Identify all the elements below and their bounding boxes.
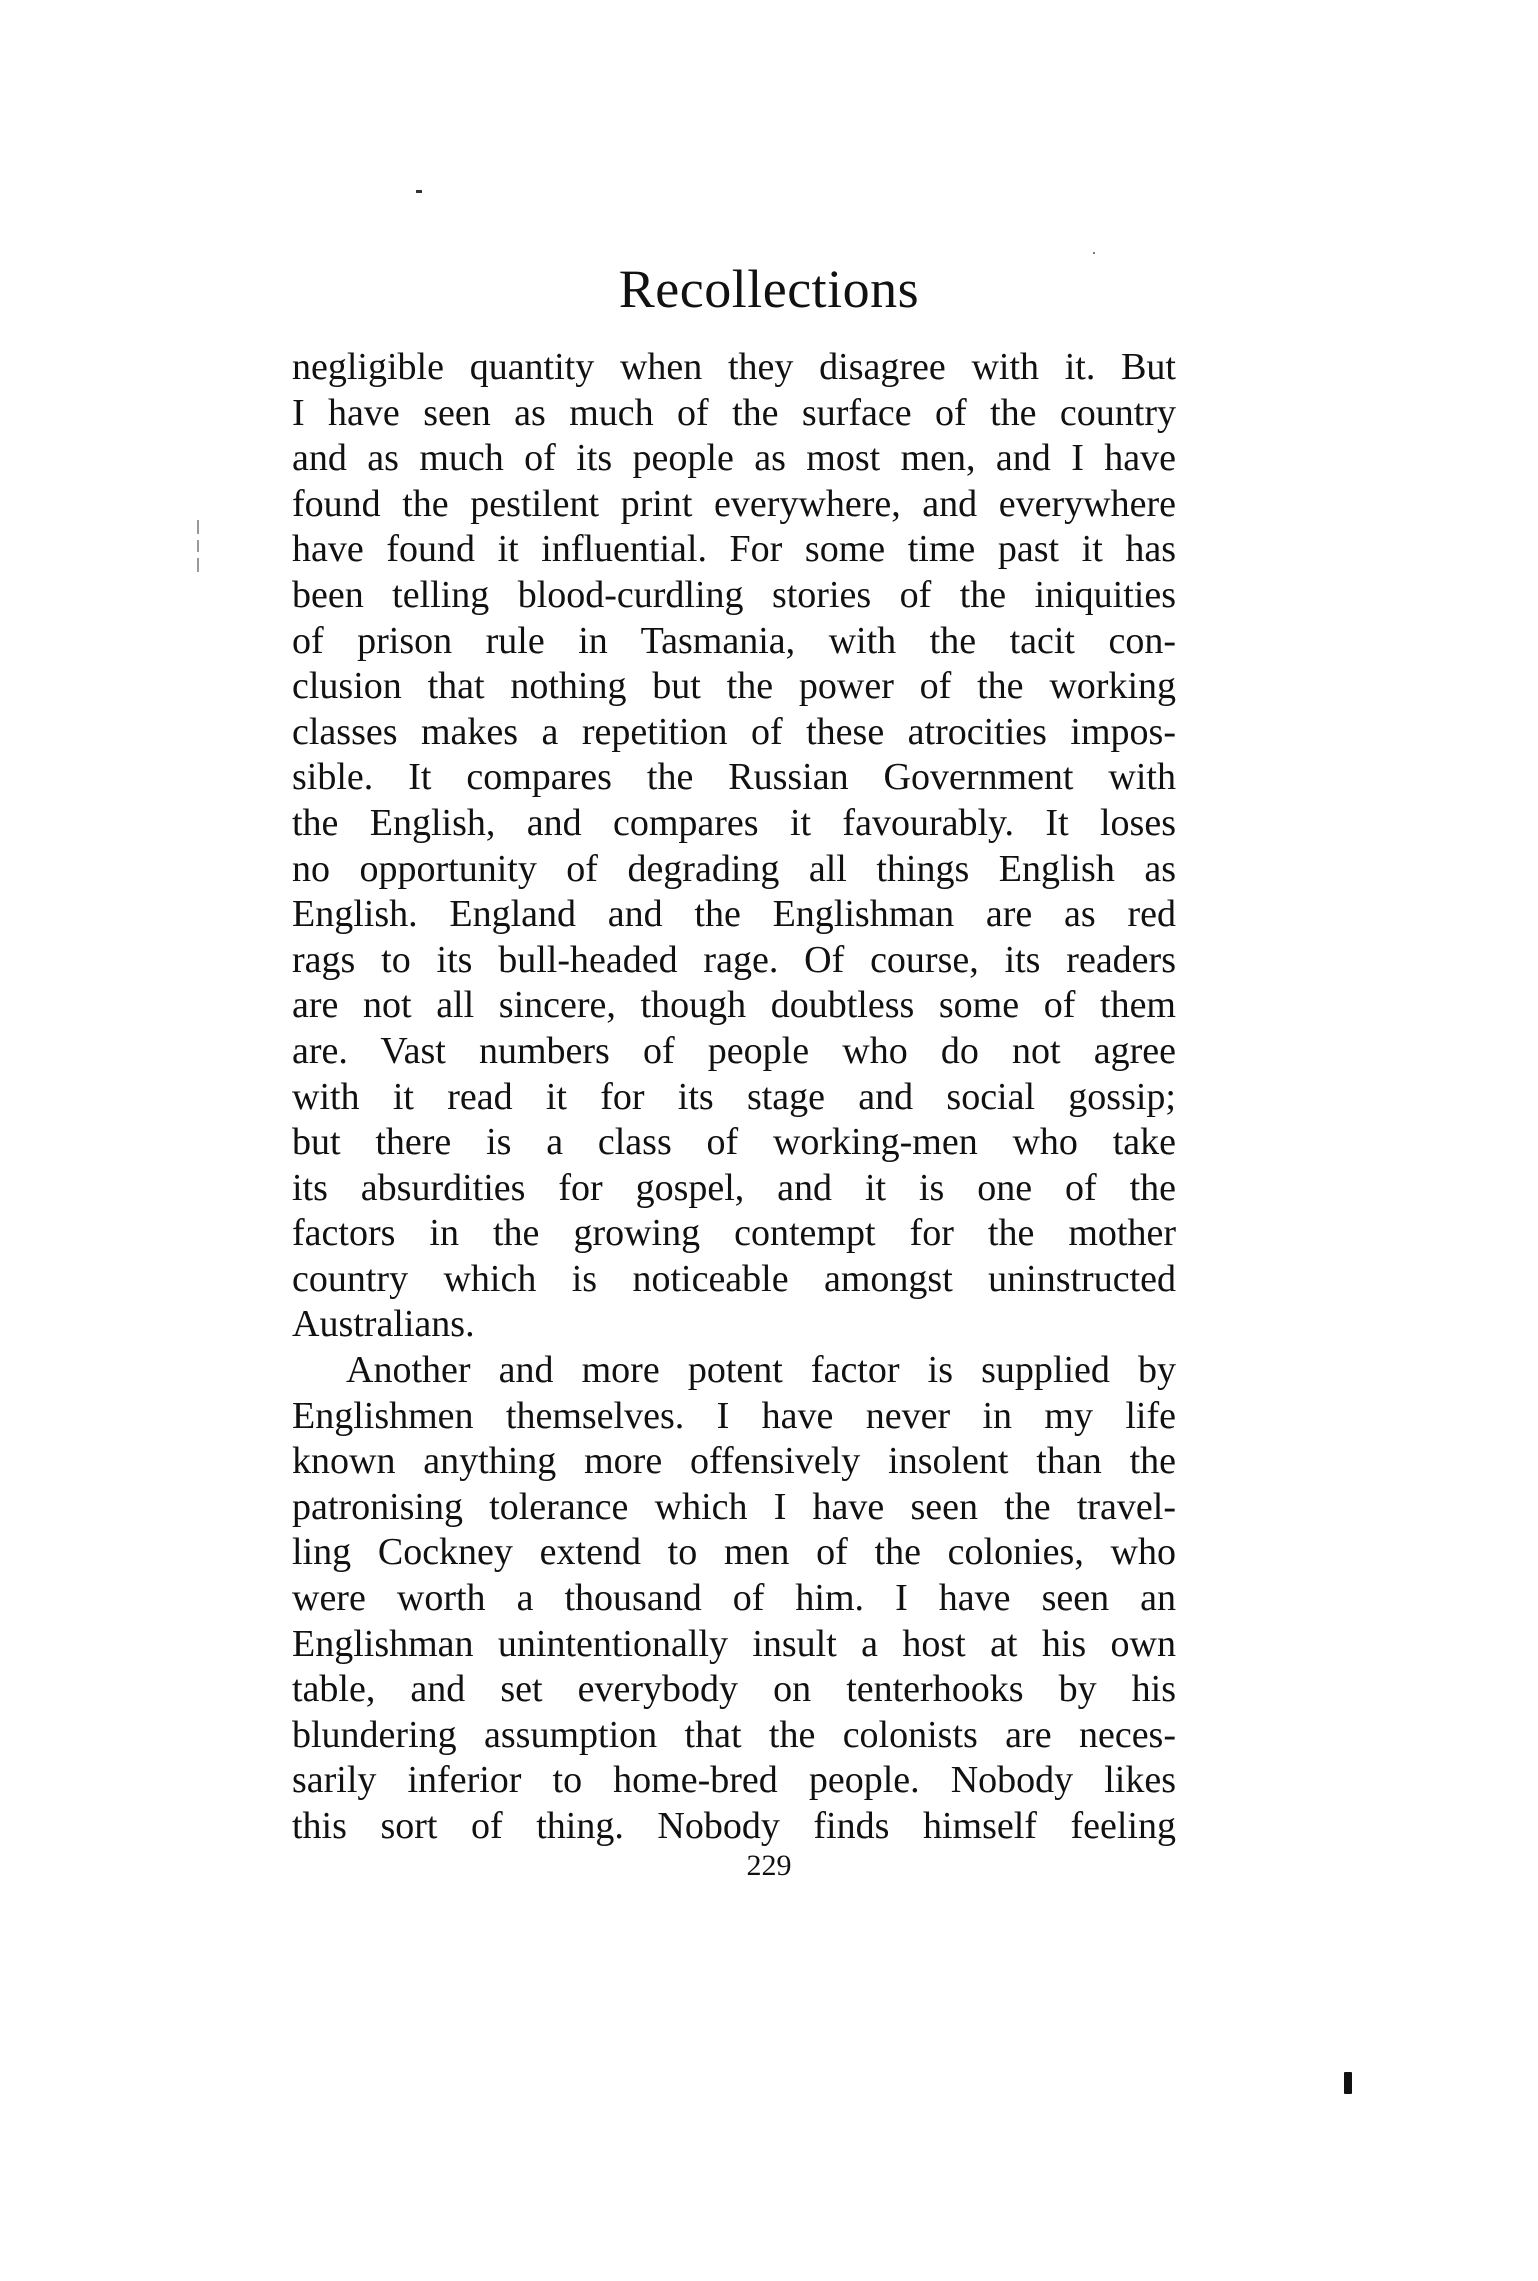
- text-line: classes makes a repetition of these atrocities impos-: [292, 710, 1176, 753]
- text-line: Englishmen themselves. I have never in my life: [292, 1394, 1176, 1437]
- text-line: but there is a class of working-men who take: [292, 1121, 1176, 1164]
- text-line: with it read it for its stage and social gossip;: [292, 1075, 1176, 1118]
- text-line: Englishman unintentionally insult a host at his own: [292, 1622, 1176, 1665]
- text-line: been telling blood-curdling stories of the iniquities: [292, 573, 1176, 616]
- page-number: 229: [746, 1849, 792, 1882]
- text-line: are. Vast numbers of people who do not agree: [292, 1029, 1176, 1072]
- text-line: Australians.: [292, 1303, 475, 1346]
- text-line: known anything more offensively insolent than the: [292, 1440, 1176, 1483]
- text-line: clusion that nothing but the power of the working: [292, 665, 1176, 708]
- running-header: Recollections: [618, 259, 920, 319]
- paragraph: [292, 1348, 1176, 1850]
- text-line: factors in the growing contempt for the mother: [292, 1212, 1176, 1255]
- text-line: table, and set everybody on tenterhooks by his: [292, 1668, 1176, 1711]
- text-line: English. England and the Englishman are as red: [292, 893, 1176, 936]
- text-line: have found it influential. For some time past it has: [292, 528, 1176, 571]
- paragraph: [292, 345, 1176, 1348]
- text-line: the English, and compares it favourably. It loses: [292, 801, 1176, 844]
- margin-ink-mark: [1344, 2072, 1352, 2094]
- text-line: its absurdities for gospel, and it is one of the: [292, 1166, 1176, 1209]
- text-line: found the pestilent print everywhere, and everywhere: [292, 482, 1176, 525]
- text-line: negligible quantity when they disagree with it. But: [292, 346, 1176, 388]
- text-line: ling Cockney extend to men of the colonies, who: [292, 1531, 1176, 1574]
- body-text: [292, 345, 1176, 1850]
- text-line: are not all sincere, though doubtless some of them: [292, 984, 1176, 1027]
- text-line: and as much of its people as most men, and I have: [292, 437, 1176, 480]
- text-line: country which is noticeable amongst uninstructed: [292, 1257, 1176, 1300]
- text-line: I have seen as much of the surface of the country: [292, 391, 1176, 434]
- text-line: of prison rule in Tasmania, with the tacit con-: [292, 619, 1176, 662]
- text-line: Another and more potent factor is supplied by: [346, 1349, 1176, 1392]
- margin-scan-mark: [197, 520, 199, 534]
- text-line: patronising tolerance which I have seen the travel-: [292, 1485, 1176, 1528]
- text-line: blundering assumption that the colonists are neces-: [292, 1713, 1176, 1756]
- text-line: sarily inferior to home-bred people. Nobody likes: [292, 1759, 1176, 1802]
- text-line: were worth a thousand of him. I have seen an: [292, 1577, 1176, 1620]
- text-line: no opportunity of degrading all things English as: [292, 847, 1176, 890]
- print-speck: [416, 190, 422, 193]
- margin-scan-mark: [197, 540, 199, 552]
- text-line: rags to its bull-headed rage. Of course, its readers: [292, 938, 1176, 981]
- print-speck: [1093, 252, 1095, 254]
- text-line: sible. It compares the Russian Government with: [292, 756, 1176, 799]
- margin-scan-mark: [197, 558, 199, 572]
- text-line: this sort of thing. Nobody finds himself feeling: [292, 1805, 1176, 1847]
